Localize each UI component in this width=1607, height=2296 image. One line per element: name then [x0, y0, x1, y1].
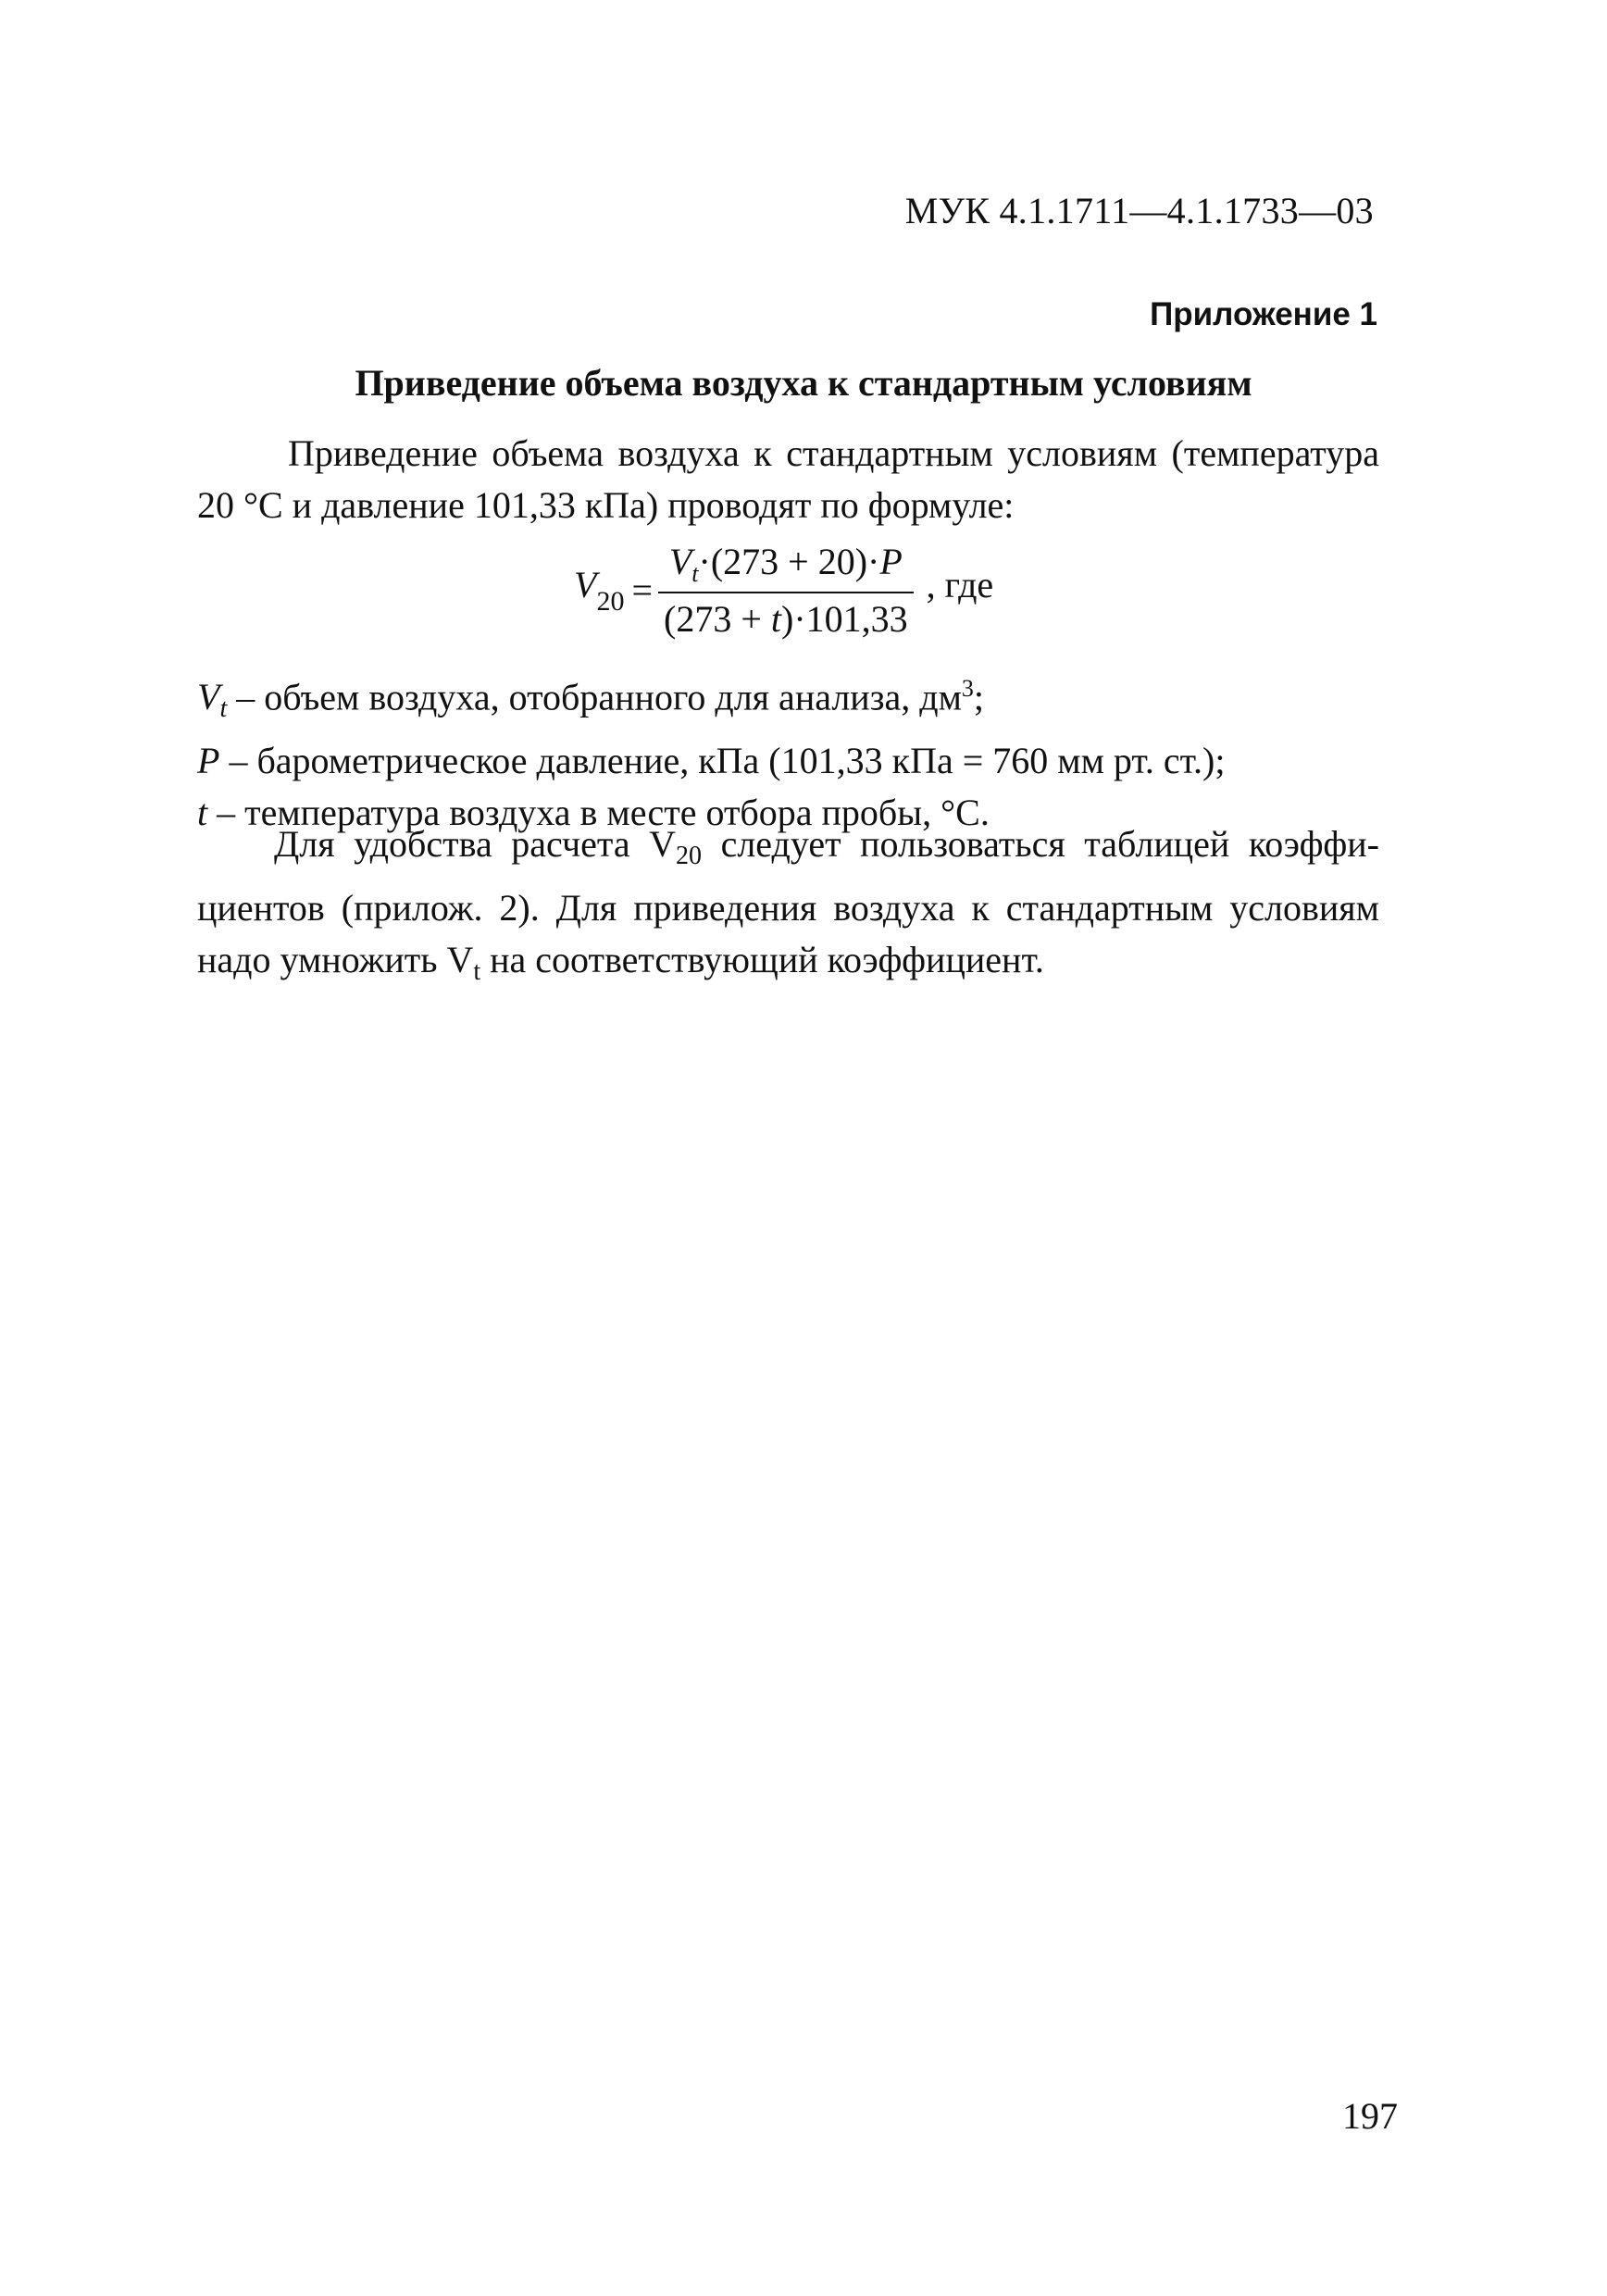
intro-paragraph-line-1: Приведение объема воздуха к стандартным условиям (температура [288, 432, 1379, 474]
numerator-subscript: t [691, 559, 699, 587]
denominator-open: (273 + [664, 597, 771, 640]
usage-paragraph-line-3: надо умножить $V_t$ на соответствующий коэффициент. [197, 939, 1044, 986]
legend-volume-symbol: $V_t$ [197, 676, 228, 724]
formula-lhs-subscript: 20 [596, 585, 625, 617]
legend-pressure-symbol: P [197, 740, 220, 782]
legend-volume-text: – объем воздуха, отобранного для анализа, дм [227, 676, 962, 718]
legend-volume-superscript: 3 [961, 675, 974, 702]
formula-lhs [574, 563, 624, 618]
appendix-label: Приложение 1 [1150, 296, 1377, 332]
usage-paragraph-line-2: циентов (прилож. 2). Для приведения воздуха к стандартным условиям [197, 887, 1379, 929]
legend-temperature-text: – температура воздуха в месте отбора пробы, °С. [207, 792, 990, 834]
section-title: Приведение объема воздуха к стандартным условиям [355, 362, 1252, 404]
intro-paragraph [197, 428, 1379, 531]
legend-volume [197, 663, 1379, 735]
numerator-rest: ·(273 + 20)· [698, 540, 880, 582]
legend-volume-end: ; [973, 676, 985, 718]
legend-temperature-symbol: t [197, 792, 208, 834]
formula-numerator [664, 540, 908, 592]
formula-lhs-symbol: V [574, 563, 597, 605]
numerator-pressure: P [879, 540, 903, 582]
formula-where: , где [926, 563, 994, 605]
formula-equals: = [631, 568, 653, 611]
formula-legend [197, 663, 1379, 839]
formula-denominator [658, 593, 914, 641]
legend-pressure-text: – барометрическое давление, кПа (101,33 кПа = 760 мм рт. ст.); [219, 740, 1226, 782]
formula-fraction [658, 540, 914, 641]
document-code: МУК 4.1.1711—4.1.1733—03 [904, 190, 1374, 231]
volume-formula [574, 539, 993, 641]
numerator-symbol: V [668, 540, 692, 582]
legend-pressure [197, 735, 1379, 787]
usage-paragraph [197, 818, 1379, 998]
page-number: 197 [1342, 2095, 1398, 2137]
denominator-temperature: t [770, 597, 782, 640]
denominator-close: )·101,33 [781, 597, 908, 640]
intro-paragraph-line-2: 20 °С и давление 101,33 кПа) проводят по формуле: [197, 484, 1015, 526]
usage-paragraph-line-1: Для удобства расчета $V_{20}$ следует пользоваться таблицей коэффи- [274, 823, 1380, 870]
